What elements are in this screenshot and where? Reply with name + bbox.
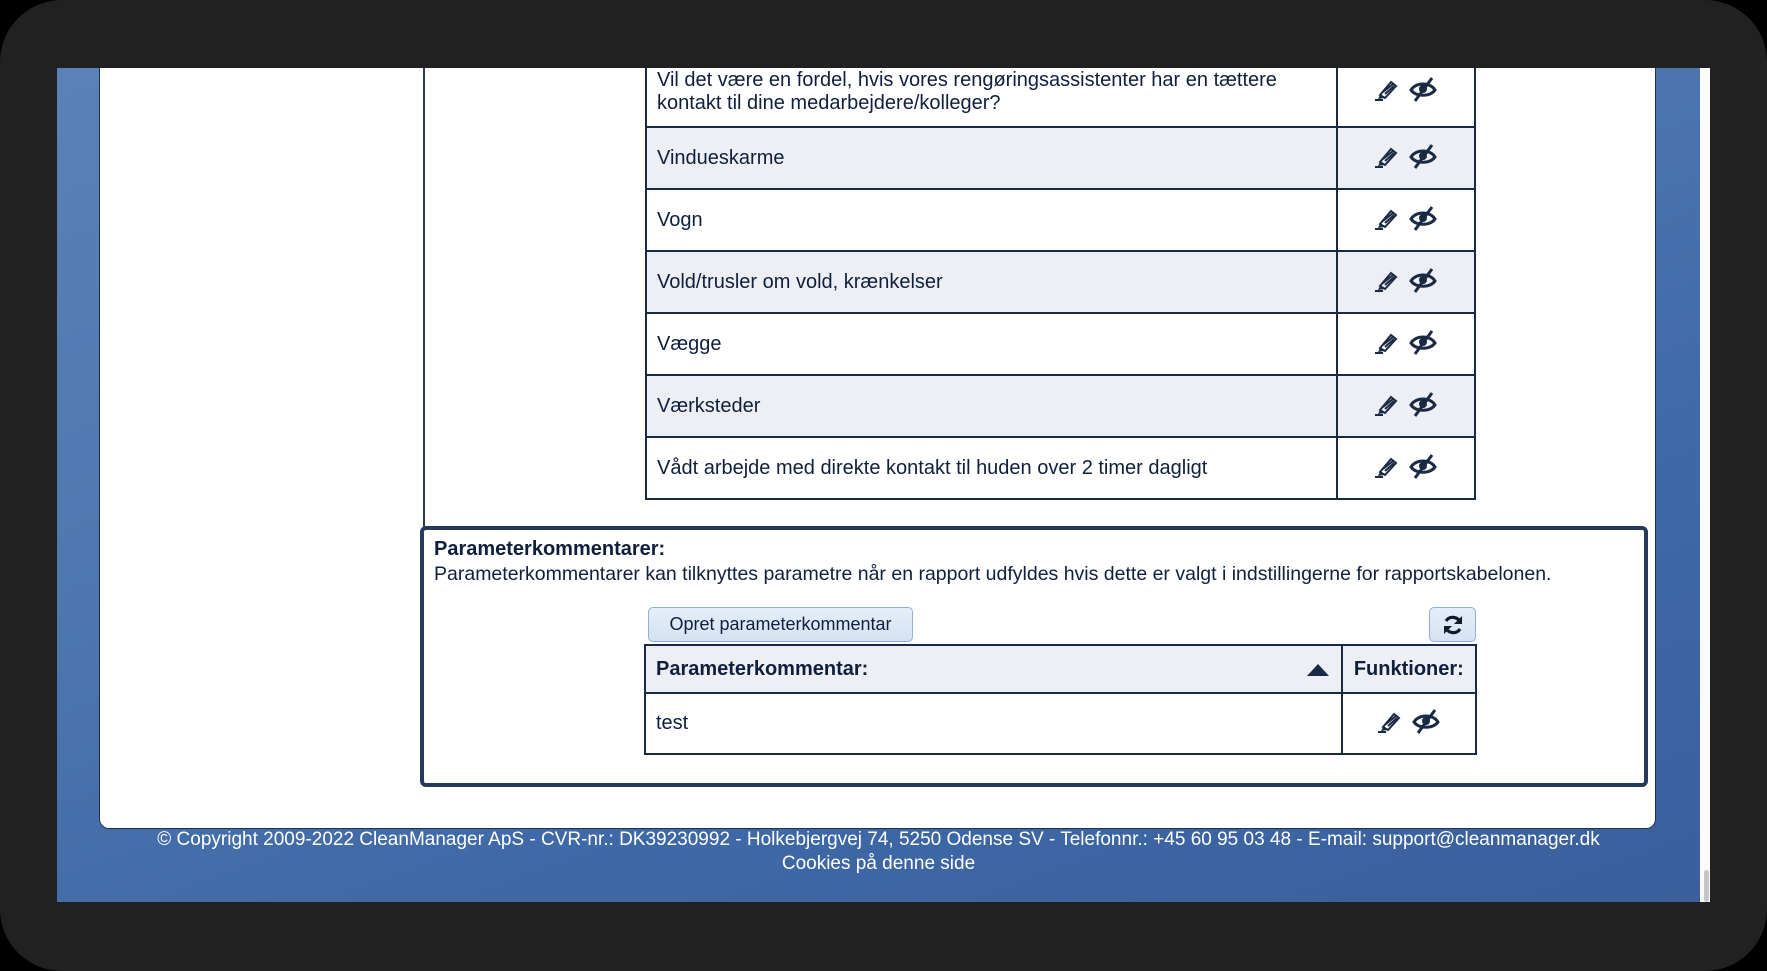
parameter-comments-section: [420, 526, 1648, 787]
content-divider: [423, 68, 425, 592]
section-description: Parameterkommentarer kan tilknyttes parametre når en rapport udfyldes hvis dette er valgt i indstillingerne for rapportskabelonen.: [434, 563, 1552, 585]
sort-ascending-icon[interactable]: [1307, 664, 1329, 676]
column-header-label: Parameterkommentar:: [656, 657, 869, 680]
functions-cell: [1337, 375, 1475, 437]
table-row: [646, 375, 1475, 437]
content-panel: [99, 68, 1656, 829]
table-header-row: [645, 645, 1476, 693]
eye-slash-hide-icon[interactable]: [1408, 76, 1438, 102]
browser-viewport: [57, 68, 1710, 902]
column-header-comment[interactable]: [645, 645, 1342, 693]
scrollbar-thumb[interactable]: [1704, 870, 1709, 902]
table-row: [646, 68, 1475, 127]
eye-slash-hide-icon[interactable]: [1408, 205, 1438, 231]
pencil-edit-icon[interactable]: [1374, 77, 1400, 101]
parameter-comments-table: [644, 644, 1477, 755]
refresh-button[interactable]: [1429, 607, 1476, 642]
pencil-edit-icon[interactable]: [1374, 144, 1400, 168]
pencil-edit-icon[interactable]: [1374, 454, 1400, 478]
pencil-edit-icon[interactable]: [1377, 709, 1403, 733]
eye-slash-hide-icon[interactable]: [1408, 453, 1438, 479]
parameter-name: Vådt arbejde med direkte kontakt til huden over 2 timer dagligt: [646, 437, 1337, 499]
pencil-edit-icon[interactable]: [1374, 268, 1400, 292]
parameter-name: Vold/trusler om vold, krænkelser: [646, 251, 1337, 313]
section-title: Parameterkommentarer:: [434, 538, 666, 560]
parameter-name: Vindueskarme: [646, 127, 1337, 189]
eye-slash-hide-icon[interactable]: [1411, 708, 1441, 734]
functions-cell: [1337, 251, 1475, 313]
parameter-name: Vægge: [646, 313, 1337, 375]
table-row: [646, 251, 1475, 313]
create-parameter-comment-button[interactable]: Opret parameterkommentar: [648, 607, 913, 642]
parameter-name: Værksteder: [646, 375, 1337, 437]
parameter-name: Vil det være en fordel, hvis vores rengøringsassistenter har en tættere kontakt til dine medarbejdere/kolleger?: [646, 68, 1337, 127]
table-row: [646, 127, 1475, 189]
functions-cell: [1337, 437, 1475, 499]
pencil-edit-icon[interactable]: [1374, 392, 1400, 416]
table-row: [645, 693, 1476, 754]
functions-cell: [1337, 68, 1475, 127]
parameters-table: [645, 68, 1476, 500]
functions-cell: [1337, 313, 1475, 375]
eye-slash-hide-icon[interactable]: [1408, 143, 1438, 169]
comment-text: test: [645, 693, 1342, 754]
cookies-link[interactable]: Cookies på denne side: [781, 853, 976, 874]
column-header-functions: Funktioner:: [1342, 645, 1476, 693]
pencil-edit-icon[interactable]: [1374, 206, 1400, 230]
functions-cell: [1337, 189, 1475, 251]
table-row: [646, 189, 1475, 251]
eye-slash-hide-icon[interactable]: [1408, 267, 1438, 293]
table-row: [646, 313, 1475, 375]
scrollbar-track[interactable]: [1700, 68, 1710, 902]
copyright-text: © Copyright 2009-2022 CleanManager ApS - CVR-nr.: DK39230992 - Holkebjergvej 74, 5250 Odense SV - Telefonnr.: +45 60 95 03 48 - E-mail: support@cleanmanager.dk: [157, 829, 1600, 850]
pencil-edit-icon[interactable]: [1374, 330, 1400, 354]
eye-slash-hide-icon[interactable]: [1408, 391, 1438, 417]
eye-slash-hide-icon[interactable]: [1408, 329, 1438, 355]
table-row: [646, 437, 1475, 499]
parameter-name: Vogn: [646, 189, 1337, 251]
functions-cell: [1337, 127, 1475, 189]
page-footer: [57, 828, 1700, 876]
functions-cell: [1342, 693, 1476, 754]
refresh-icon: [1441, 613, 1465, 637]
